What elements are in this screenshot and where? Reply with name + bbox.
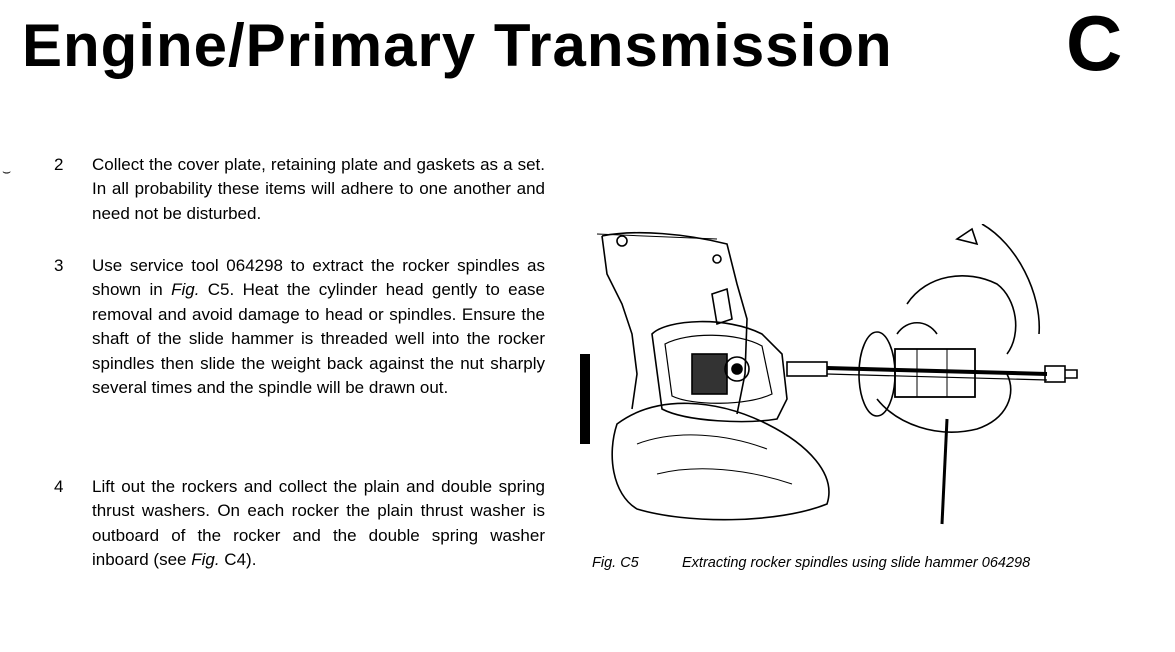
page-title: Engine/Primary Transmission (22, 12, 893, 79)
step-text: Use service tool 064298 to extract the rocker spindles as shown in Fig. C5. Heat the cylinder head gently to ease removal and avoid damage to head or spindles. Ensure the shaft of the slide hammer is threaded well into the rocker spindles then slide the weight back against the nut sharply several times and the spindle will be drawn out. (92, 256, 545, 398)
figure-caption (592, 555, 1030, 571)
step-text: Lift out the rockers and collect the plain and double spring thrust washers. On each rocker the plain thrust washer is outboard of the rocker and the double spring washer inboard (see Fig. C4). (92, 477, 545, 570)
figure-c5-illustration (577, 224, 1087, 550)
figure-reference: Fig. (171, 280, 200, 300)
step-text: Collect the cover plate, retaining plate and gaskets as a set. In all probability these items will adhere to one another and need not be disturbed. (92, 155, 545, 223)
figure-reference: Fig. (191, 550, 220, 570)
figure-label: Fig. C5 (592, 555, 639, 571)
step-number: 4 (54, 477, 64, 496)
section-letter: C (1066, 0, 1123, 87)
margin-mark: ⌣ (2, 163, 12, 179)
step-number: 3 (54, 256, 64, 275)
step-number: 2 (54, 155, 64, 174)
figure-caption-text: Extracting rocker spindles using slide hammer 064298 (682, 555, 1031, 571)
